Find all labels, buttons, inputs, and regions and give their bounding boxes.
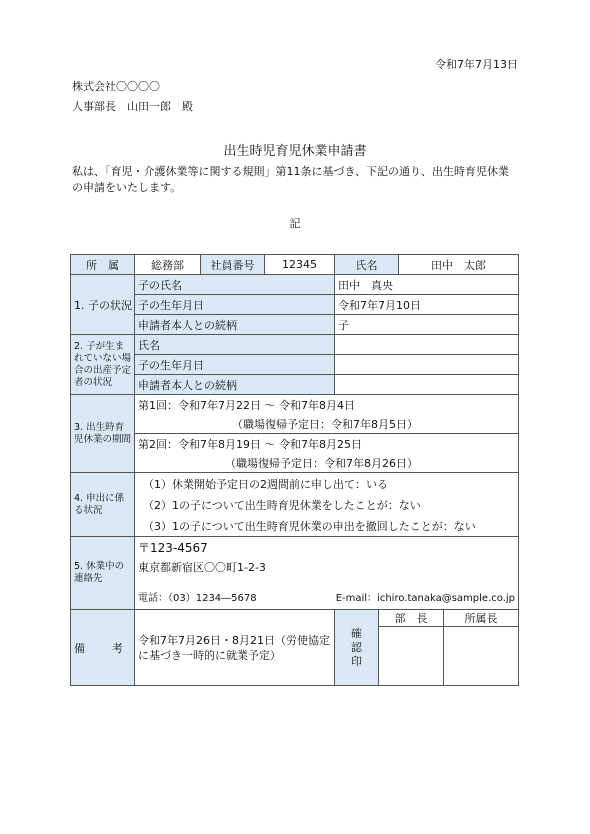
recipient-person: 人事部長 山田一郎 殿 [72,100,193,113]
contact-address: 東京都新宿区〇〇町1-2-3 [138,561,266,574]
emp-no-label: 社員番号 [201,255,265,275]
period2: 第2回：令和7年8月19日 ～ 令和7年8月25日 [135,434,519,454]
remarks-label: 備 考 [71,610,135,686]
sec4-item: （3）1の子について出生時育児休業の申出を撤回したことが：ない [135,515,519,537]
sec1-row-value: 田中 真央 [335,275,519,295]
application-form-table [70,254,519,686]
dept-head-stamp-box [379,627,444,686]
sec1-row-label: 子の氏名 [135,275,335,295]
contact-cell [135,537,519,610]
header-row [71,255,519,275]
name-label: 氏名 [335,255,399,275]
sec2-row-label: 氏名 [135,335,335,355]
sec2-label: 2. 子が生まれていない場合の出産予定者の状況 [71,335,135,395]
sec1-label: 1. 子の状況 [71,275,135,335]
dept-label: 所 属 [71,255,135,275]
sec5-label: 5. 休業中の連絡先 [71,537,135,610]
sec2-row-value [335,375,519,395]
sec1-row-value: 子 [335,315,519,335]
sec2-row-label: 申請者本人との続柄 [135,375,335,395]
sec2-row-value [335,335,519,355]
sec1-row-label: 申請者本人との続柄 [135,315,335,335]
contact-phone: 電話：（03）1234―5678 [138,593,257,604]
name-value: 田中 太郎 [399,255,519,275]
recipient-company: 株式会社〇〇〇〇 [72,80,160,93]
section-head-label: 所属長 [444,610,519,627]
confirm-stamp-label: 確認印 [335,610,379,686]
period1: 第1回：令和7年7月22日 ～ 令和7年8月4日 [135,395,519,415]
intro-text: 私は、「育児・介護休業等に関する規則」第11条に基づき、下記の通り、出生時育児休業の申請をいたします。 [72,165,510,194]
ki-heading: 記 [289,217,301,230]
contact-footer [138,589,515,604]
emp-no-value: 12345 [265,255,335,275]
document-title: 出生時児育児休業申請書 [223,144,367,159]
contact-email: E-mail：ichiro.tanaka@sample.co.jp [335,593,515,604]
remarks-text: 令和7年7月26日・8月21日（労使協定に基づき一時的に就業予定） [135,610,335,686]
sec4-item: （2）1の子について出生時育児休業をしたことが：ない [135,494,519,515]
section-head-stamp-box [444,627,519,686]
sec4-label: 4. 申出に係る状況 [71,473,135,537]
document-date: 令和7年7月13日 [435,58,518,71]
dept-head-label: 部 長 [379,610,444,627]
return2: （職場復帰予定日：令和7年8月26日） [135,453,519,473]
return1: （職場復帰予定日：令和7年8月5日） [135,414,519,434]
sec2-row-value [335,355,519,375]
sec1-row-value: 令和7年7月10日 [335,295,519,315]
sec4-item: （1）休業開始予定日の2週間前に申し出て：いる [135,473,519,495]
sec3-label: 3. 出生時育児休業の期間 [71,395,135,473]
sec1-row-label: 子の生年月日 [135,295,335,315]
sec2-row-label: 子の生年月日 [135,355,335,375]
dept-value: 総務部 [135,255,201,275]
postal-code: 〒123-4567 [138,541,208,555]
